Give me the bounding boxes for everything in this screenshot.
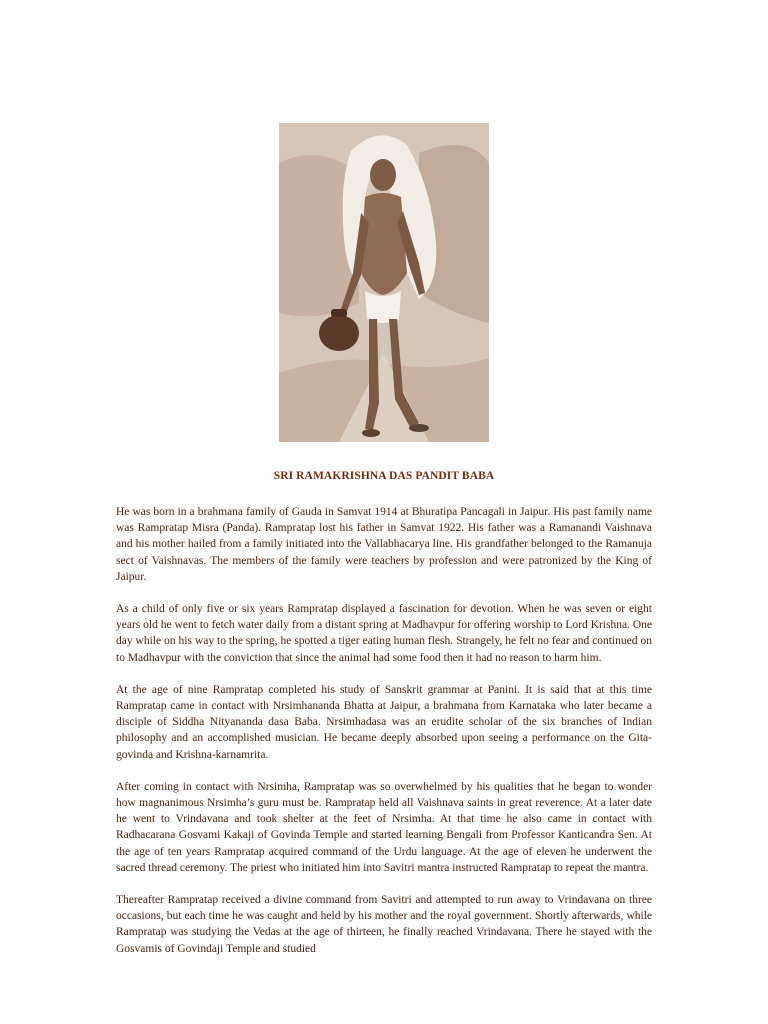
paragraph-4: After coming in contact with Nrsimha, Rampratap was so overwhelmed by his qualities that he began to wonder how magnanimous Nrsimha’s guru must be. Rampratap held all Vaishnava saints in great reverence. At a later date he went to Vrindavana and took shelter at the feet of Nrsimha. At that time he also came in contact with Radhacarana Gosvami Kakaji of Govinda Temple and started learning Bengali from Professor Kanticandra Sen. At the age of ten years Rampratap acquired command of the Urdu language. At the age of eleven he underwent the sacred thread ceremony. The priest who initiated him into Savitri mantra instructed Rampratap to repeat the mantra. [116,780,652,874]
paragraph-5: Thereafter Rampratap received a divine command from Savitri and attempted to run away to Vrindavana on three occasions, but each time he was caught and held by his mother and the royal government. Shortly afterwards, while Rampratap was studying the Vedas at the age of thirteen, he finally reached Vrindavana. There he stayed with the Gosvamis of Govindaji Temple and studied [116,894,652,955]
paragraph-2: As a child of only five or six years Rampratap displayed a fascination for devotion. When he was seven or eight years old he went to fetch water daily from a distant spring at Madhavpur for offering worship to Lord Krishna. One day while on his way to the spring, he spotted a tiger eating human flesh. Strangely, he felt no fear and continued on to Madhavpur with the conviction that since the animal had some food then it had no reason to harm him. [116,603,652,664]
paragraph-1: He was born in a brahmana family of Gauda in Samvat 1914 at Bhuratipa Pancagali in Jaipur. His past family name was Rampratap Misra (Panda). Rampratap lost his father in Samvat 1922. His father was a Ramanandi Vaishnava and his mother hailed from a family initiated into the Vallabhacarya line. His grandfather belonged to the Ramanuja sect of Vaishnavas. The members of the family were teachers by profession and were patronized by the King of Jaipur. [116,506,652,583]
document-title: SRI RAMAKRISHNA DAS PANDIT BABA [273,470,495,482]
portrait-photo [279,123,489,442]
document-body [116,504,652,973]
portrait-illustration [279,123,489,442]
paragraph-3: At the age of nine Rampratap completed his study of Sanskrit grammar at Panini. It is said that at this time Rampratap came in contact with Nrsimhananda Bhatta at Jaipur, a brahmana from Karnataka who later became a disciple of Siddha Nityananda dasa Baba. Nrsimhadasa was an erudite scholar of the six branches of Indian philosophy and an accomplished musician. He became deeply absorbed upon seeing a performance on the Gita-govinda and Krishna-karnamrita. [116,683,652,761]
